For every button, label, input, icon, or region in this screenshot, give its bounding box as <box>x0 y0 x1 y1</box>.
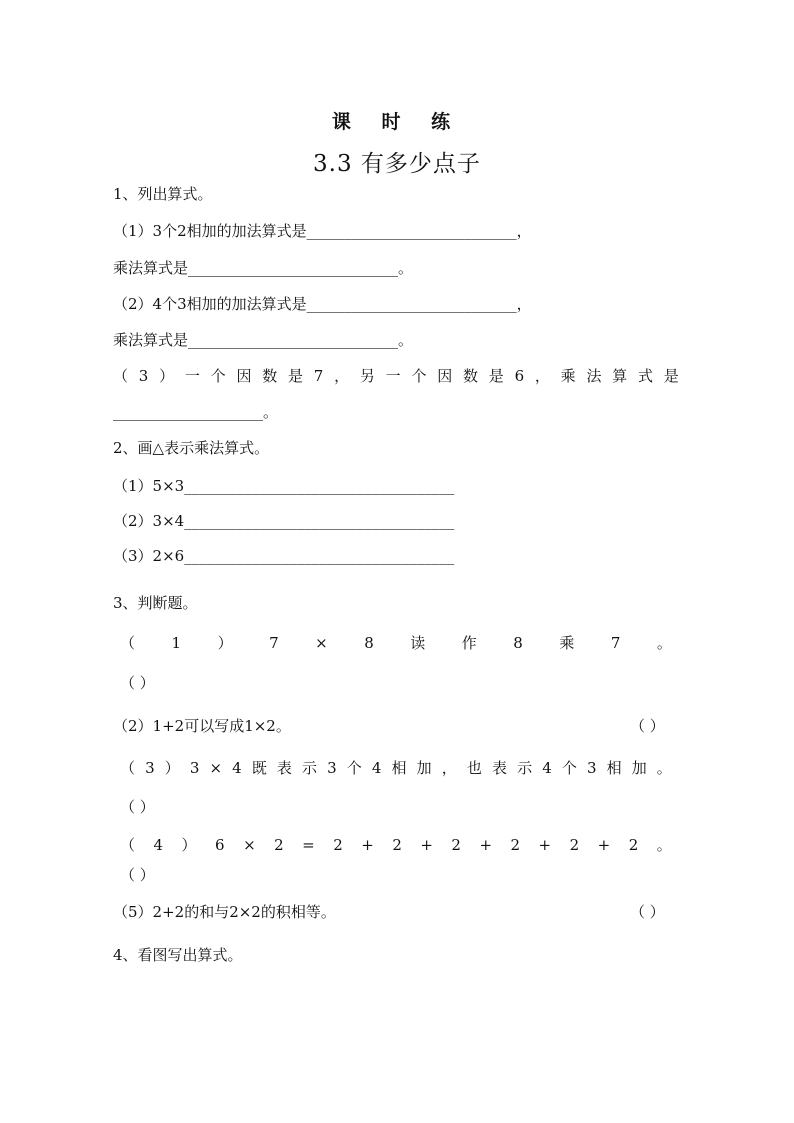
char: 3 <box>327 759 337 777</box>
char: 8 <box>513 634 523 652</box>
q3-item5-answer: （ ） <box>630 903 665 921</box>
char: 相 <box>606 759 622 777</box>
char: ） <box>217 634 233 652</box>
char: 1 <box>171 634 182 652</box>
char: 7 <box>610 634 621 652</box>
char: 2 <box>274 836 284 854</box>
char: 2 <box>569 836 580 854</box>
char: 3 <box>189 759 200 777</box>
q4-heading: 4、看图写出算式。 <box>113 946 243 964</box>
char: 算 <box>612 367 628 385</box>
char: 2 <box>510 836 521 854</box>
q2-heading: 2、画△表示乘法算式。 <box>113 439 270 457</box>
q2-item3: （3）2×6____________________________________ <box>113 547 455 565</box>
char: 乘 <box>560 367 576 385</box>
char: ） <box>164 759 180 777</box>
char: 是 <box>288 367 304 385</box>
char: 读 <box>410 634 426 652</box>
char: ） <box>181 836 197 854</box>
q2-item1: （1）5×3____________________________________ <box>113 477 455 495</box>
char: 示 <box>517 759 533 777</box>
char: 个 <box>346 759 362 777</box>
char: ， <box>534 367 550 385</box>
char: 2 <box>333 836 343 854</box>
char: 加 <box>416 759 432 777</box>
q3-item1 <box>120 633 672 653</box>
char: 3 <box>586 759 597 777</box>
char: 7 <box>313 367 324 385</box>
char: （ <box>113 367 129 385</box>
char: ） <box>159 367 175 385</box>
char: × <box>209 759 223 777</box>
char: + <box>361 836 374 854</box>
q3-item3 <box>120 758 672 778</box>
worksheet-title: 课 时 练 <box>331 111 463 133</box>
q1-line1: （1）3个2相加的加法算式是____________________________， <box>113 222 532 240</box>
char: × <box>315 634 328 652</box>
char: 数 <box>463 367 479 385</box>
char: 个 <box>561 759 577 777</box>
char: + <box>538 836 552 854</box>
q1-line3: （2）4个3相加的加法算式是____________________________， <box>113 295 532 313</box>
char: 数 <box>262 367 278 385</box>
char: 表 <box>491 759 507 777</box>
char: （ <box>120 836 136 854</box>
q3-item1-answer: （ ） <box>120 674 155 692</box>
q3-heading: 3、判断题。 <box>113 594 198 612</box>
char: 加 <box>631 759 647 777</box>
char: 相 <box>391 759 407 777</box>
char: 式 <box>638 367 654 385</box>
char: 8 <box>364 634 374 652</box>
q3-item5: （5）2+2的和与2×2的积相等。 <box>113 903 336 921</box>
char: 既 <box>251 759 267 777</box>
char: 。 <box>656 836 672 854</box>
char: 2 <box>392 836 402 854</box>
char: 3 <box>145 759 155 777</box>
char: 一 <box>184 367 200 385</box>
q3-item4 <box>120 835 672 855</box>
char: ， <box>441 759 457 777</box>
char: 乘 <box>559 634 575 652</box>
char: 2 <box>628 836 639 854</box>
q1-line2: 乘法算式是____________________________。 <box>113 259 414 277</box>
char: 3 <box>138 367 149 385</box>
char: 6 <box>215 836 225 854</box>
char: 示 <box>302 759 318 777</box>
char: = <box>302 836 315 854</box>
char: 也 <box>466 759 482 777</box>
char: 作 <box>461 634 477 652</box>
char: 。 <box>656 759 672 777</box>
q1-line4: 乘法算式是____________________________。 <box>113 331 414 349</box>
char: ， <box>334 367 350 385</box>
char: 7 <box>269 634 279 652</box>
char: 4 <box>371 759 382 777</box>
q2-item2: （2）3×4____________________________________ <box>113 512 455 530</box>
char: 是 <box>488 367 504 385</box>
char: 4 <box>232 759 242 777</box>
char: + <box>420 836 433 854</box>
char: × <box>243 836 256 854</box>
char: 个 <box>210 367 226 385</box>
char: + <box>479 836 493 854</box>
q3-item2: （2）1+2可以写成1×2。 <box>113 717 291 735</box>
char: 另 <box>359 367 375 385</box>
q3-item2-answer: （ ） <box>630 717 665 735</box>
char: 4 <box>542 759 552 777</box>
q1-line5 <box>113 366 679 386</box>
char: 。 <box>656 634 672 652</box>
char: （ <box>120 759 136 777</box>
char: 是 <box>663 367 679 385</box>
q1-line6: ____________________。 <box>113 403 279 421</box>
q3-item4-answer: （ ） <box>120 866 155 884</box>
char: （ <box>120 634 136 652</box>
char: 因 <box>236 367 252 385</box>
char: 个 <box>411 367 427 385</box>
char: 6 <box>514 367 525 385</box>
char: 一 <box>385 367 401 385</box>
char: 2 <box>451 836 461 854</box>
char: 4 <box>153 836 164 854</box>
q3-item3-answer: （ ） <box>120 798 155 816</box>
char: + <box>597 836 611 854</box>
lesson-title: 3.3 有多少点子 <box>313 151 481 177</box>
char: 法 <box>586 367 602 385</box>
char: 表 <box>276 759 292 777</box>
q1-heading: 1、列出算式。 <box>113 185 213 203</box>
char: 因 <box>437 367 453 385</box>
